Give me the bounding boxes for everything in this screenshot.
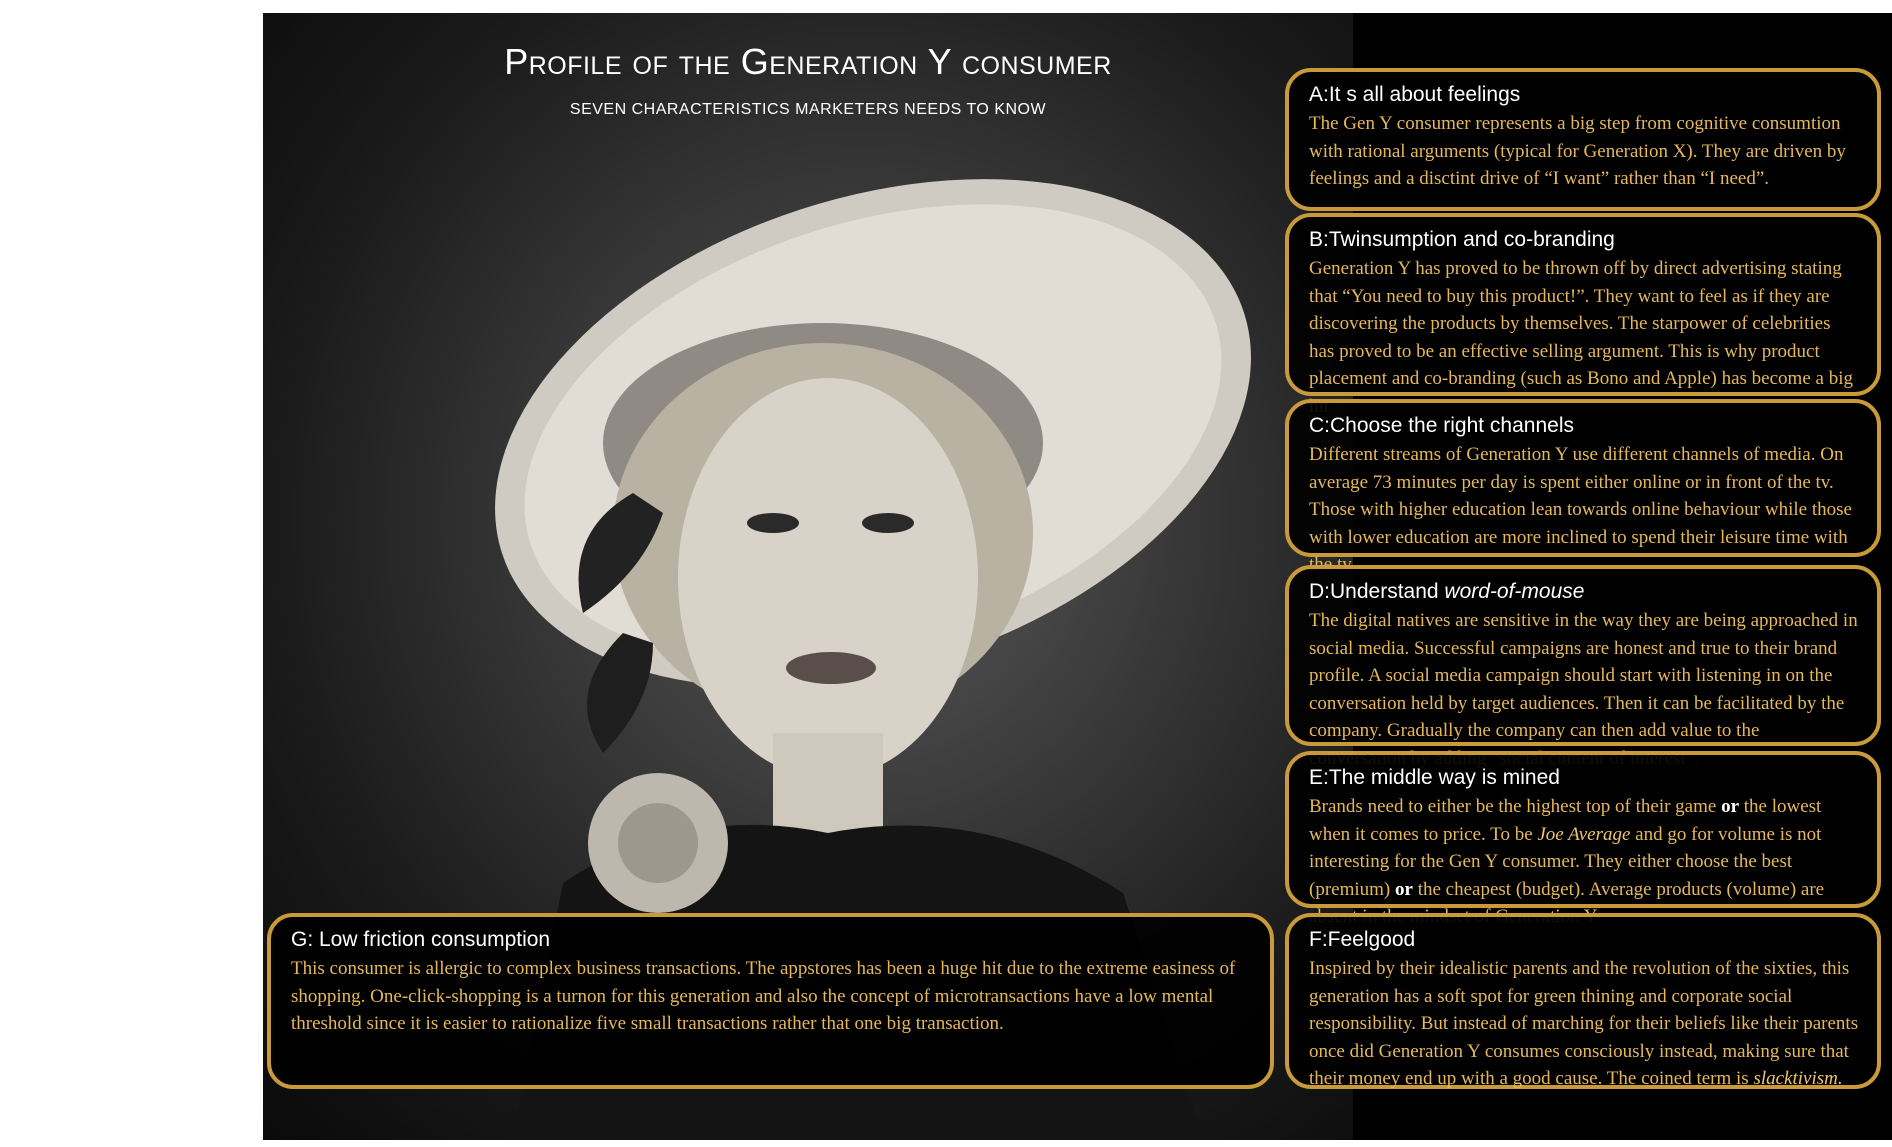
card-b-body: Generation Y has proved to be thrown off by direct advertising stating that “You need to buy this product!”. They want to feel as if they are discovering the products by themselves. The starpower of celebrities has proved to be an effective selling argument. This is why product placement and co-branding (such as Bono and Apple) has become a big (1309, 258, 1853, 389)
card-g (267, 913, 1274, 1089)
card-e-or-1: or (1721, 796, 1740, 817)
card-f-em: slacktivism. (1753, 1068, 1843, 1089)
card-a-heading: A:It s all about feelings (1309, 83, 1521, 106)
card-f-heading: F:Feelgood (1309, 928, 1416, 951)
lips-shape (786, 652, 876, 684)
right-eye-shape (862, 513, 914, 533)
card-c (1285, 399, 1881, 557)
page-subtitle: SEVEN CHARACTERISTICS MARKETERS NEEDS TO KNOW (569, 101, 1047, 118)
card-d-heading (1309, 579, 1859, 605)
card-d (1285, 565, 1881, 746)
card-g-heading: G: Low friction consumption (291, 928, 551, 951)
card-e-heading: E:The middle way is mined (1309, 766, 1560, 789)
face-shape (678, 378, 978, 778)
left-eye-shape (747, 513, 799, 533)
poster (263, 13, 1892, 1140)
flower-center-shape (618, 803, 698, 883)
card-b-heading: B:Twinsumption and co-branding (1309, 228, 1615, 251)
card-e-text-2: the lowest when it comes to price. To be (1309, 796, 1822, 845)
neck-shape (773, 733, 883, 843)
card-e-em: Joe Average (1537, 823, 1631, 845)
card-d-heading-em: word-of-mouse (1444, 580, 1585, 603)
card-e-text-3: and go for volume is not interesting for the Gen Y consumer. They either choose the best (premium) (1309, 823, 1822, 900)
card-a (1285, 68, 1881, 211)
card-g-body: This consumer is allergic to complex business transactions. The appstores has been a huge hit due to the extreme easiness of shopping. One-click-shopping is a turnon for this generation and also the concept of microtransactions have a low mental threshold since it is easier to rationalize five small transactions rather that one big transaction. (291, 958, 1236, 1034)
card-f (1285, 913, 1881, 1089)
card-a-body: The Gen Y consumer represents a big step from cognitive consumtion with rational arguments (typical for Generation X). They are driven by feelings and a disctint drive of “I want” rather than “I need”. (1309, 113, 1846, 189)
card-b (1285, 213, 1881, 396)
card-e-text-4: the cheapest (budget). Average products (volume) are (1417, 878, 1825, 900)
card-e-or-2: or (1395, 878, 1413, 900)
page-title: Profile of the Generation Y consumer (504, 41, 1112, 82)
card-e (1285, 751, 1881, 908)
card-c-body: Different streams of Generation Y use different channels of media. On average 73 minutes per day is spent either online or in front of the tv. Those with higher education lean towards online behaviour while those with lower education are more inclined to spend their leisure time with (1309, 444, 1852, 548)
card-c-heading: C:Choose the right channels (1309, 414, 1574, 437)
card-e-text-1: Brands need to either be the highest top of their game (1309, 796, 1722, 817)
card-d-heading-prefix: D:Understand (1309, 580, 1445, 603)
card-d-body: The digital natives are sensitive in the way they are being approached in social media. Successful campaigns are honest and true to their brand profile. A social media campaign should start with listening in on the conversation held by target audiences. Then it can be facilitated by the company. Gradually the company can then add value to the (1309, 610, 1858, 741)
card-f-text: Inspired by their idealistic parents and the revolution of the sixties, this generation has a soft spot for green thining and corporate social responsibility. But instead of marching for their beliefs like their parents once did Generation Y consumes consciously instead, making sure that their money end up with a good cause. The coined term is (1309, 958, 1859, 1089)
card-f-body (1309, 955, 1859, 1093)
card-e-body (1309, 793, 1859, 931)
